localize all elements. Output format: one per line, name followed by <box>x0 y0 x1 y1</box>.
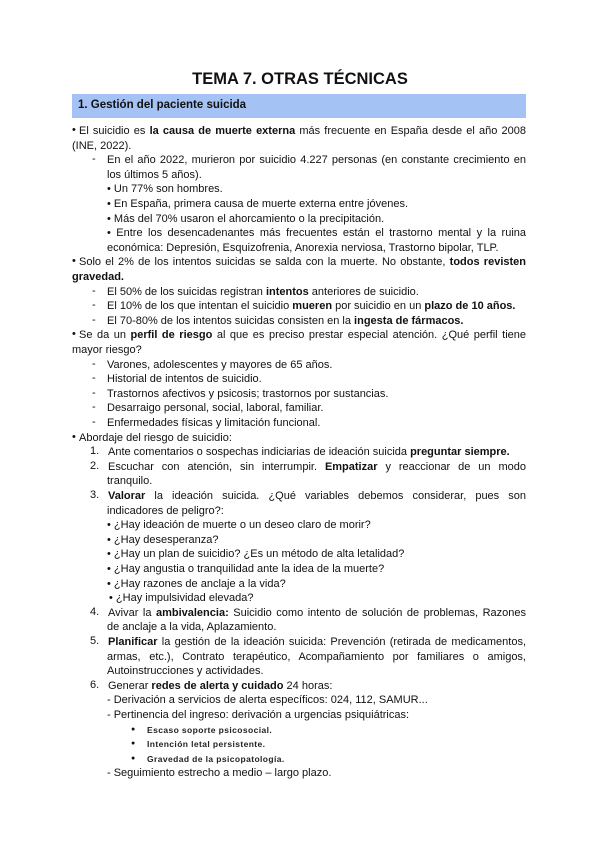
text-line <box>79 328 526 342</box>
text-line <box>107 547 404 561</box>
bold-text: ingesta de fármacos. <box>354 314 464 327</box>
text-run: los últimos 5 años). <box>107 168 202 181</box>
text-run: Escuchar con atención, sin interrumpir. <box>108 460 325 473</box>
list-marker: • <box>72 255 76 268</box>
text-line <box>107 299 515 313</box>
text-run: El 70-80% de los intentos suicidas consisten en la <box>107 314 355 327</box>
text-line <box>147 752 285 766</box>
text-line <box>72 139 131 153</box>
text-run: (INE, 2022). <box>72 139 132 152</box>
text-run: Gravedad de la psicopatología. <box>147 753 285 764</box>
text-line <box>72 343 142 357</box>
text-run: Varones, adolescentes y mayores de 65 años. <box>107 358 333 371</box>
text-line <box>107 664 264 678</box>
text-run: • En España, primera causa de muerte externa entre jóvenes. <box>107 198 409 210</box>
text-run: • ¿Hay impulsividad elevada? <box>109 592 254 605</box>
text-line <box>107 562 384 576</box>
list-marker: ● <box>131 725 136 733</box>
bold-text: intentos <box>265 285 309 298</box>
text-run: mayor riesgo? <box>72 344 142 356</box>
list-marker: • <box>72 430 76 443</box>
text-run: económica: Depresión, Esquizofrenia, Anorexia nerviosa, Trastorno bipolar, TLP. <box>107 241 499 254</box>
text-line <box>79 255 526 269</box>
text-line <box>107 504 224 518</box>
text-line <box>147 723 272 737</box>
text-run: y reaccionar de un modo <box>377 460 526 473</box>
text-run: la ideación suicida. ¿Qué variables debemos considerar, pues son <box>145 490 526 502</box>
list-number: 4. <box>90 605 100 618</box>
text-line <box>107 241 499 255</box>
text-line <box>107 387 388 401</box>
list-marker: - <box>92 416 96 428</box>
list-marker: - <box>92 401 96 414</box>
list-marker: - <box>92 284 96 297</box>
text-run: • Un 77% son hombres. <box>107 183 223 196</box>
text-run: Abordaje del riesgo de suicidio: <box>79 431 232 444</box>
text-line <box>72 270 124 284</box>
bold-text: plazo de 10 años. <box>424 300 516 313</box>
text-line <box>107 474 152 488</box>
text-run: El suicidio es <box>79 125 150 137</box>
bold-text: mueren <box>292 300 333 313</box>
text-line <box>107 358 332 372</box>
list-marker: ● <box>131 740 136 748</box>
bold-text: gravedad. <box>72 271 124 283</box>
text-run: armas, etc.), Contrato terapéutico, Acompañamiento por familiares o amigos, <box>107 650 526 663</box>
text-line <box>109 591 253 605</box>
text-run: de anclaje a la vida, Aplazamiento. <box>107 621 277 634</box>
text-line <box>107 212 384 226</box>
list-marker: • <box>72 328 76 341</box>
text-run: • ¿Hay angustia o tranquilidad ante la idea de la muerte? <box>107 563 385 575</box>
list-marker: - <box>92 313 96 326</box>
text-run: Historial de intentos de suicidio. <box>107 373 262 386</box>
list-number: 3. <box>90 489 100 501</box>
text-line <box>107 372 262 386</box>
section-header <box>72 94 526 118</box>
text-line <box>107 153 526 167</box>
text-line <box>107 197 408 211</box>
text-run: • Más del 70% usaron el ahorcamiento o la precipitación. <box>107 212 385 225</box>
text-run: • ¿Hay ideación de muerte o un deseo claro de morir? <box>107 519 371 532</box>
text-run: Escaso soporte psicosocial. <box>147 724 273 735</box>
text-line <box>107 620 276 634</box>
list-number: 5. <box>90 635 100 647</box>
text-line <box>79 431 232 445</box>
text-run: Solo el 2% de los intentos suicidas se salda con la muerte. No obstante, <box>79 256 450 269</box>
text-line <box>108 489 526 503</box>
text-line <box>108 679 332 693</box>
text-run: - Derivación a servicios de alerta específicos: 024, 112, SAMUR... <box>107 694 428 707</box>
text-run: Ante comentarios o sospechas indiciarias de ideación suicida <box>108 446 411 459</box>
text-line <box>79 124 526 138</box>
text-run: al que es preciso prestar especial atención. ¿Qué perfil tiene <box>212 329 527 342</box>
text-run: El 50% de los suicidas registran <box>107 285 266 298</box>
bold-text: Empatizar <box>324 460 378 473</box>
text-line <box>107 766 331 780</box>
text-line <box>107 577 286 591</box>
bold-text: ambivalencia: <box>155 606 229 619</box>
bold-text: Planificar <box>108 636 158 648</box>
list-marker: ● <box>131 754 136 762</box>
text-line <box>108 606 526 620</box>
text-run: • Entre los desencadenantes más frecuentes están el trastorno mental y la ruina <box>107 227 526 240</box>
text-run: En el año 2022, murieron por suicidio 4.227 personas (en constante crecimiento en <box>107 154 526 167</box>
text-run: • ¿Hay razones de anclaje a la vida? <box>107 577 286 590</box>
text-line <box>107 168 202 182</box>
list-number: 1. <box>90 445 100 458</box>
text-line <box>107 314 463 328</box>
text-line <box>107 226 526 240</box>
list-number: 6. <box>90 678 100 691</box>
text-line <box>108 635 526 649</box>
text-run: - Pertinencia del ingreso: derivación a urgencias psiquiátricas: <box>107 709 410 721</box>
section-header-text: 1. Gestión del paciente suicida <box>78 99 247 111</box>
text-line <box>108 460 526 474</box>
bold-text: Valorar <box>108 490 146 502</box>
text-line <box>108 445 510 459</box>
text-run: Suicidio como intento de solución de problemas, Razones <box>228 606 526 619</box>
text-run: anteriores de suicidio. <box>308 285 419 298</box>
list-marker: - <box>92 153 96 166</box>
text-run: Intención letal persistente. <box>147 739 266 750</box>
text-line <box>107 182 223 196</box>
list-marker: - <box>92 299 96 312</box>
text-run: 24 horas: <box>283 679 333 692</box>
list-marker: - <box>92 386 96 399</box>
bold-text: redes de alerta y cuidado <box>151 679 284 692</box>
bold-text: preguntar siempre. <box>410 446 510 459</box>
text-run: • ¿Hay un plan de suicidio? ¿Es un método de alta letalidad? <box>107 548 405 561</box>
page-title: TEMA 7. OTRAS TÉCNICAS <box>192 70 408 88</box>
text-line <box>107 285 419 299</box>
text-run: la gestión de la ideación suicida: Prevención (retirada de medicamentos, <box>157 636 526 648</box>
list-marker: - <box>92 357 96 370</box>
text-line <box>107 401 323 415</box>
text-line <box>107 518 371 532</box>
text-run: • ¿Hay desesperanza? <box>107 533 219 546</box>
text-line <box>107 708 409 722</box>
text-run: El 10% de los que intentan el suicidio <box>107 300 293 313</box>
text-run: indicadores de peligro?: <box>107 504 224 517</box>
text-run: Generar <box>108 679 152 692</box>
text-line <box>107 416 320 430</box>
text-line <box>107 650 526 664</box>
text-run: Autoinstrucciones y actividades. <box>107 665 264 678</box>
text-run: por suicidio en un <box>332 300 425 313</box>
bold-text: perfil de riesgo <box>130 329 213 342</box>
bold-text: la causa de muerte externa <box>149 125 296 137</box>
text-run: Avivar la <box>108 606 156 619</box>
text-run: tranquilo. <box>107 475 153 488</box>
text-run: Trastornos afectivos y psicosis; trastornos por sustancias. <box>107 387 389 400</box>
list-number: 2. <box>90 459 100 472</box>
text-run: Desarraigo personal, social, laboral, familiar. <box>107 402 324 415</box>
text-line <box>107 693 428 707</box>
list-marker: - <box>92 372 96 385</box>
text-run: más frecuente en España desde el año 2008 <box>295 125 526 137</box>
bold-text: todos revisten <box>449 256 527 269</box>
text-line <box>107 533 218 547</box>
text-run: Se da un <box>79 329 131 342</box>
text-run: Enfermedades físicas y limitación funcional. <box>107 417 321 429</box>
text-line <box>147 737 265 751</box>
list-marker: • <box>72 124 76 136</box>
text-run: - Seguimiento estrecho a medio – largo plazo. <box>107 767 332 780</box>
